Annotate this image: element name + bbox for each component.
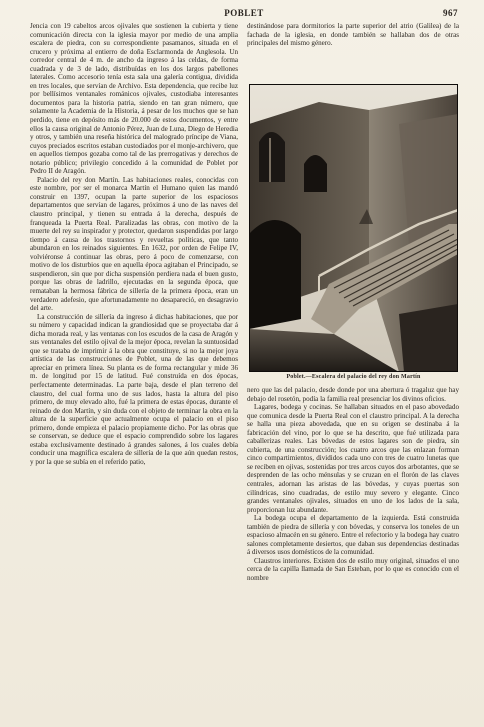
paragraph: Jencia con 19 cabeltos arcos ojivales que sostienen la cubierta y tiene comunicación directa con la iglesia mayor por medio de una amplia escalera de piedra, con su correspondiente pasamanos, situada en el crucero y próxima al entierro de doña Esclarmonda de Anglesola. Un corredor central de 4 m. de ancho da ingreso á las celdas, de forma cuadrada y de 3 de lado, distribuídas en los dos largos pabellones laterales. Como accesorio tenía esta sala una galería contigua, dividida en tres locales, que servían de Archivo. Esta dependencia, que recibe luz por bellísimos ventanales románicos ojivales, custodiaba interesantes documentos para la historia patria, siendo en tan gran número, que solamente la Academia de la Historia, á pesar de los muchos que se han perdido, tiene en depósito más de 20.000 de estos documentos, y entre ellos la causa original de Antonio Pérez, Juan de Luna, Diego de Heredia y otros, y también una reseña histórica del malogrado príncipe de Viana, cuyos preciados escritos estaban custodiados por el monje-archivero, que en aquellos tiempos gozaba como tal de las prerrogativas y derechos de notario público; privilegio concedido á la comunidad de Poblet por Pedro II de Aragón. xyxy=(30,22,238,176)
paragraph: Lagares, bodega y cocinas. Se hallaban situados en el paso abovedado que comunica desde la Puerta Real con el claustro principal. A la derecha se halla una pieza abovedada, que en su origen se destinaba á la fabricación del vino, por lo que se ha descrito, que fué utilizada para caballerizas reales. Las bóvedas de estos lagares son de piedra, sin cubierta, de una construcción; los cuatro arcos que las enlazan forman cinco compartimientos, divididos cada uno con tres de cuatro lunetas que se reciben en ojivas, sostenidas por tres arcos cuyos dos arbotantes, que se desprenden de las ocho ménsulas y se cruzan en el florón de las claves centrales, adornan las aristas de las bóvedas, y cuyas puertas son cilíndricas, sino cuadradas, de estilo muy severo y elegante. Cinco grandes ventanales ojivales, situados en uno de los lados de la sala, proporcionan luz abundante. xyxy=(247,403,459,514)
paragraph: La bodega ocupa el departamento de la izquierda. Está construida también de piedra de sillería y con bóvedas, y conserva los toneles de un espacioso almacén en su género. Entre el refectorio y la bodega hay cuatro salones completamente desiertos, que daban sus dependencias destinadas á diversos usos domésticos de la comunidad. xyxy=(247,514,459,557)
paragraph: Claustros interiores. Existen dos de estilo muy original, situados el uno cerca de la capilla llamada de San Esteban, por lo que es conocido con el nombre xyxy=(247,556,459,583)
paragraph: nero que las del palacio, desde donde por una abertura ó tragaluz que hay debajo del rosetón, podía la familia real presenciar los divinos oficios. xyxy=(247,386,459,403)
right-column-top xyxy=(247,22,459,48)
left-column xyxy=(30,22,238,466)
running-head xyxy=(30,8,458,20)
paragraph: Palacio del rey don Martín. Las habitaciones reales, conocidas con este nombre, por ser el monarca Martín el Humano quien las mandó construir en 1397, ocupan la parte superior de los espaciosos departamentos que servían de lagares, próximos á uno de las naves del claustro principal, y tienen su entrada á la derecha, después de franqueada la Puerta Real. Paralizadas las obras, con motivo de la muerte del rey su inspirador y protector, quedaron suspendidas por largo tiempo á causa de los trastornos y revueltas políticas, que tanto abundaron en los reinados siguientes. En 1632, por orden de Felipe IV, volviéronse á continuar las obras, pero á poco de comenzarse, con motivo de los disturbios que en aquella época agitaban el Principado, se suspendieron, sin que por dicha suspensión perdiera nada el buen gusto, porque las obras de ladrillo, ejecutadas en la segunda época, que remataban la hermosa fábrica de sillería de la primera época, eran un verdadero adefesio, que afortunadamente no desapareció, en desagravio del arte. xyxy=(30,175,238,313)
running-title: POBLET xyxy=(224,8,264,18)
page-number: 967 xyxy=(443,8,458,18)
paragraph: destinándose para dormitorios la parte superior del atrio (Galilea) de la fachada de la iglesia, en donde también se hallaban dos de otras principales del mismo género. xyxy=(247,22,459,48)
staircase-photograph xyxy=(249,84,458,372)
figure-caption: Poblet.—Escalera del palacio del rey don Martín xyxy=(286,374,421,380)
staircase-photo-image xyxy=(249,84,458,372)
right-column-bottom xyxy=(247,386,459,583)
paragraph: La construcción de sillería da ingreso á dichas habitaciones, que por su número y capacidad indican la grandiosidad que se proyectaba dar á dicha morada real, y las ventanas con los escudos de la casa de Aragón y sus ventanales del estilo ojival de la mejor época, revelan la suntuosidad que se trataba de imprimir á la obra que constituye, si no la mejor joya artística de las construcciones de Poblet, una de las que debemos apreciar en primera línea. Su planta es de forma rectangular y mide 36 m. de longitud por 15 de latitud. Fué construída en dos épocas, perfectamente determinadas. La parte baja, desde el plan terreno del claustro, del cual forma uno de sus lados, hasta la altura del piso primero, de muy elevado alto, fué la primera de estas épocas, durante el reinado de don Martín, y sin duda con el objeto de terminar la obra en la altura de la superficie que actualmente ocupa el palacio en el piso primero, donde empieza el palacio propiamente dicho. Por las obras que se conservan, se deduce que el espacio comprendido sobre los lagares estaba exclusivamente destinado á grandes salones, á los cuales debía conducir una magnífica escalera de sillería de la que aún quedan restos, y por la que se subía en el referido patio, xyxy=(30,312,238,466)
